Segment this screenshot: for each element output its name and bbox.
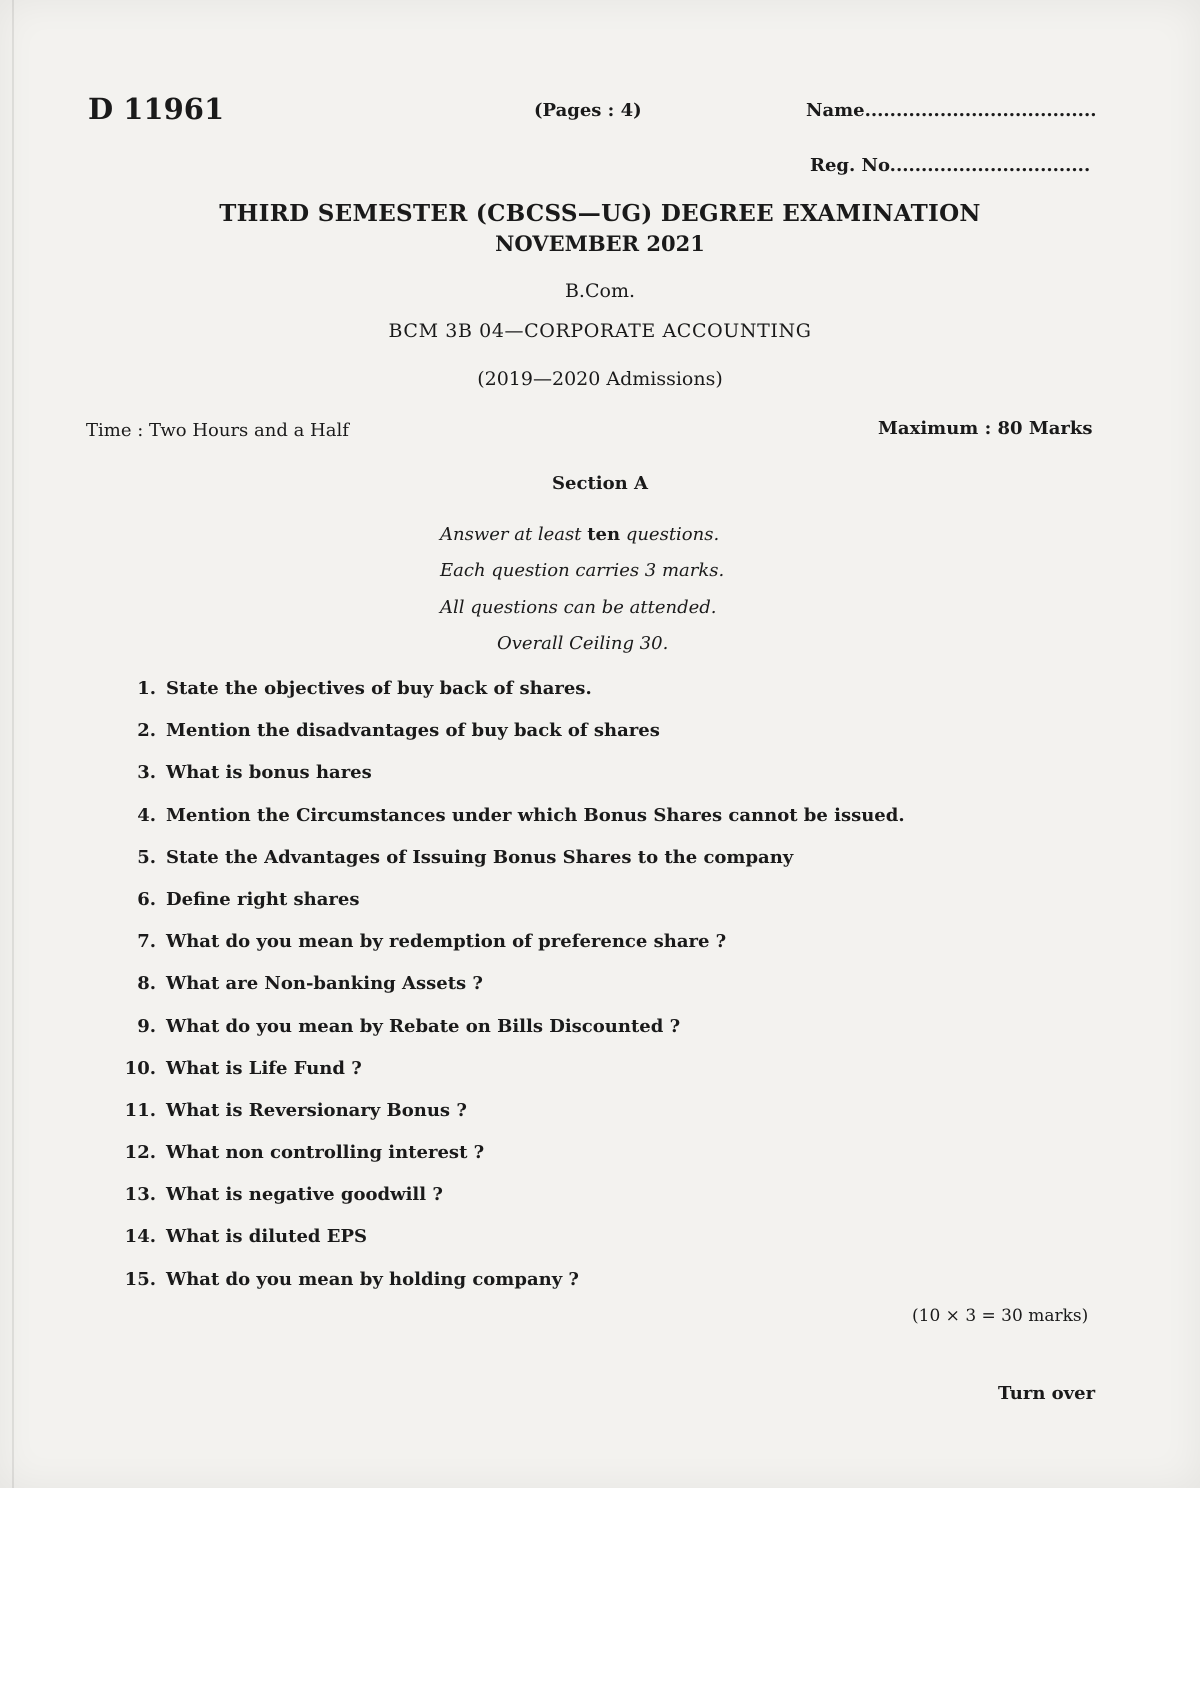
exam-title: THIRD SEMESTER (CBCSS—UG) DEGREE EXAMINATION [219,200,981,227]
question-number: 13. [124,1184,156,1206]
question-number: 4. [137,804,156,826]
section-title: Section A [552,473,648,494]
question-number: 14. [124,1226,156,1248]
question-item [112,1184,905,1226]
paper-code: D 11961 [88,92,225,126]
question-text: What are Non-banking Assets ? [166,973,483,995]
question-text: What is Reversionary Bonus ? [166,1099,467,1121]
question-item [112,889,905,931]
question-number: 12. [124,1142,156,1164]
question-text: What do you mean by Rebate on Bills Discounted ? [166,1015,681,1037]
turn-over: Turn over [998,1383,1096,1404]
question-item [112,805,905,847]
question-text: Define right shares [166,888,360,910]
question-item [112,1142,905,1184]
section-marks: (10 × 3 = 30 marks) [912,1306,1089,1326]
instruction-ceiling: Overall Ceiling 30. [497,633,669,654]
question-text: What non controlling interest ? [166,1142,485,1164]
question-item [112,1058,905,1100]
question-item [112,1226,905,1268]
exam-session: NOVEMBER 2021 [495,231,705,256]
degree: B.Com. [564,280,636,302]
question-item [112,847,905,889]
instruction-marks: Each question carries 3 marks. [440,560,725,581]
question-number: 9. [137,1015,156,1037]
instruction-answer [440,524,719,545]
question-item [112,1016,905,1058]
question-text: Mention the disadvantages of buy back of shares [166,720,660,742]
question-item [112,762,905,804]
question-number: 3. [137,762,156,784]
question-number: 2. [137,720,156,742]
question-item [112,973,905,1015]
question-item [112,1269,905,1311]
question-text: State the objectives of buy back of shares. [166,678,592,699]
question-list [112,678,905,1311]
question-item [112,931,905,973]
instruction-answer-count: ten [587,524,621,545]
question-text: What do you mean by redemption of preference share ? [166,931,727,953]
question-number: 11. [124,1099,156,1121]
question-number: 7. [137,931,156,953]
instruction-answer-post: questions. [620,524,720,545]
admissions: (2019—2020 Admissions) [477,368,723,390]
question-text: State the Advantages of Issuing Bonus Shares to the company [166,846,794,868]
instruction-answer-pre: Answer at least [440,524,588,545]
question-text: What do you mean by holding company ? [166,1268,579,1290]
question-text: What is negative goodwill ? [166,1184,443,1206]
question-number: 6. [137,888,156,910]
instruction-attend: All questions can be attended. [440,597,717,618]
question-item [112,678,905,720]
question-number: 1. [137,678,156,699]
question-number: 8. [137,973,156,995]
maximum-marks: Maximum : 80 Marks [878,418,1093,439]
question-number: 15. [124,1268,156,1290]
question-text: What is diluted EPS [166,1226,368,1248]
time-allowed: Time : Two Hours and a Half [86,420,349,441]
reg-no-field-label: Reg. No................................ [810,155,1091,176]
question-text: What is bonus hares [166,762,372,784]
page-count: (Pages : 4) [534,100,642,121]
question-number: 5. [137,846,156,868]
question-item [112,720,905,762]
question-text: What is Life Fund ? [166,1057,362,1079]
paper-title: BCM 3B 04—CORPORATE ACCOUNTING [388,320,812,342]
question-text: Mention the Circumstances under which Bonus Shares cannot be issued. [166,804,905,826]
question-item [112,1100,905,1142]
question-number: 10. [124,1057,156,1079]
name-field-label: Name..................................... [806,100,1097,121]
